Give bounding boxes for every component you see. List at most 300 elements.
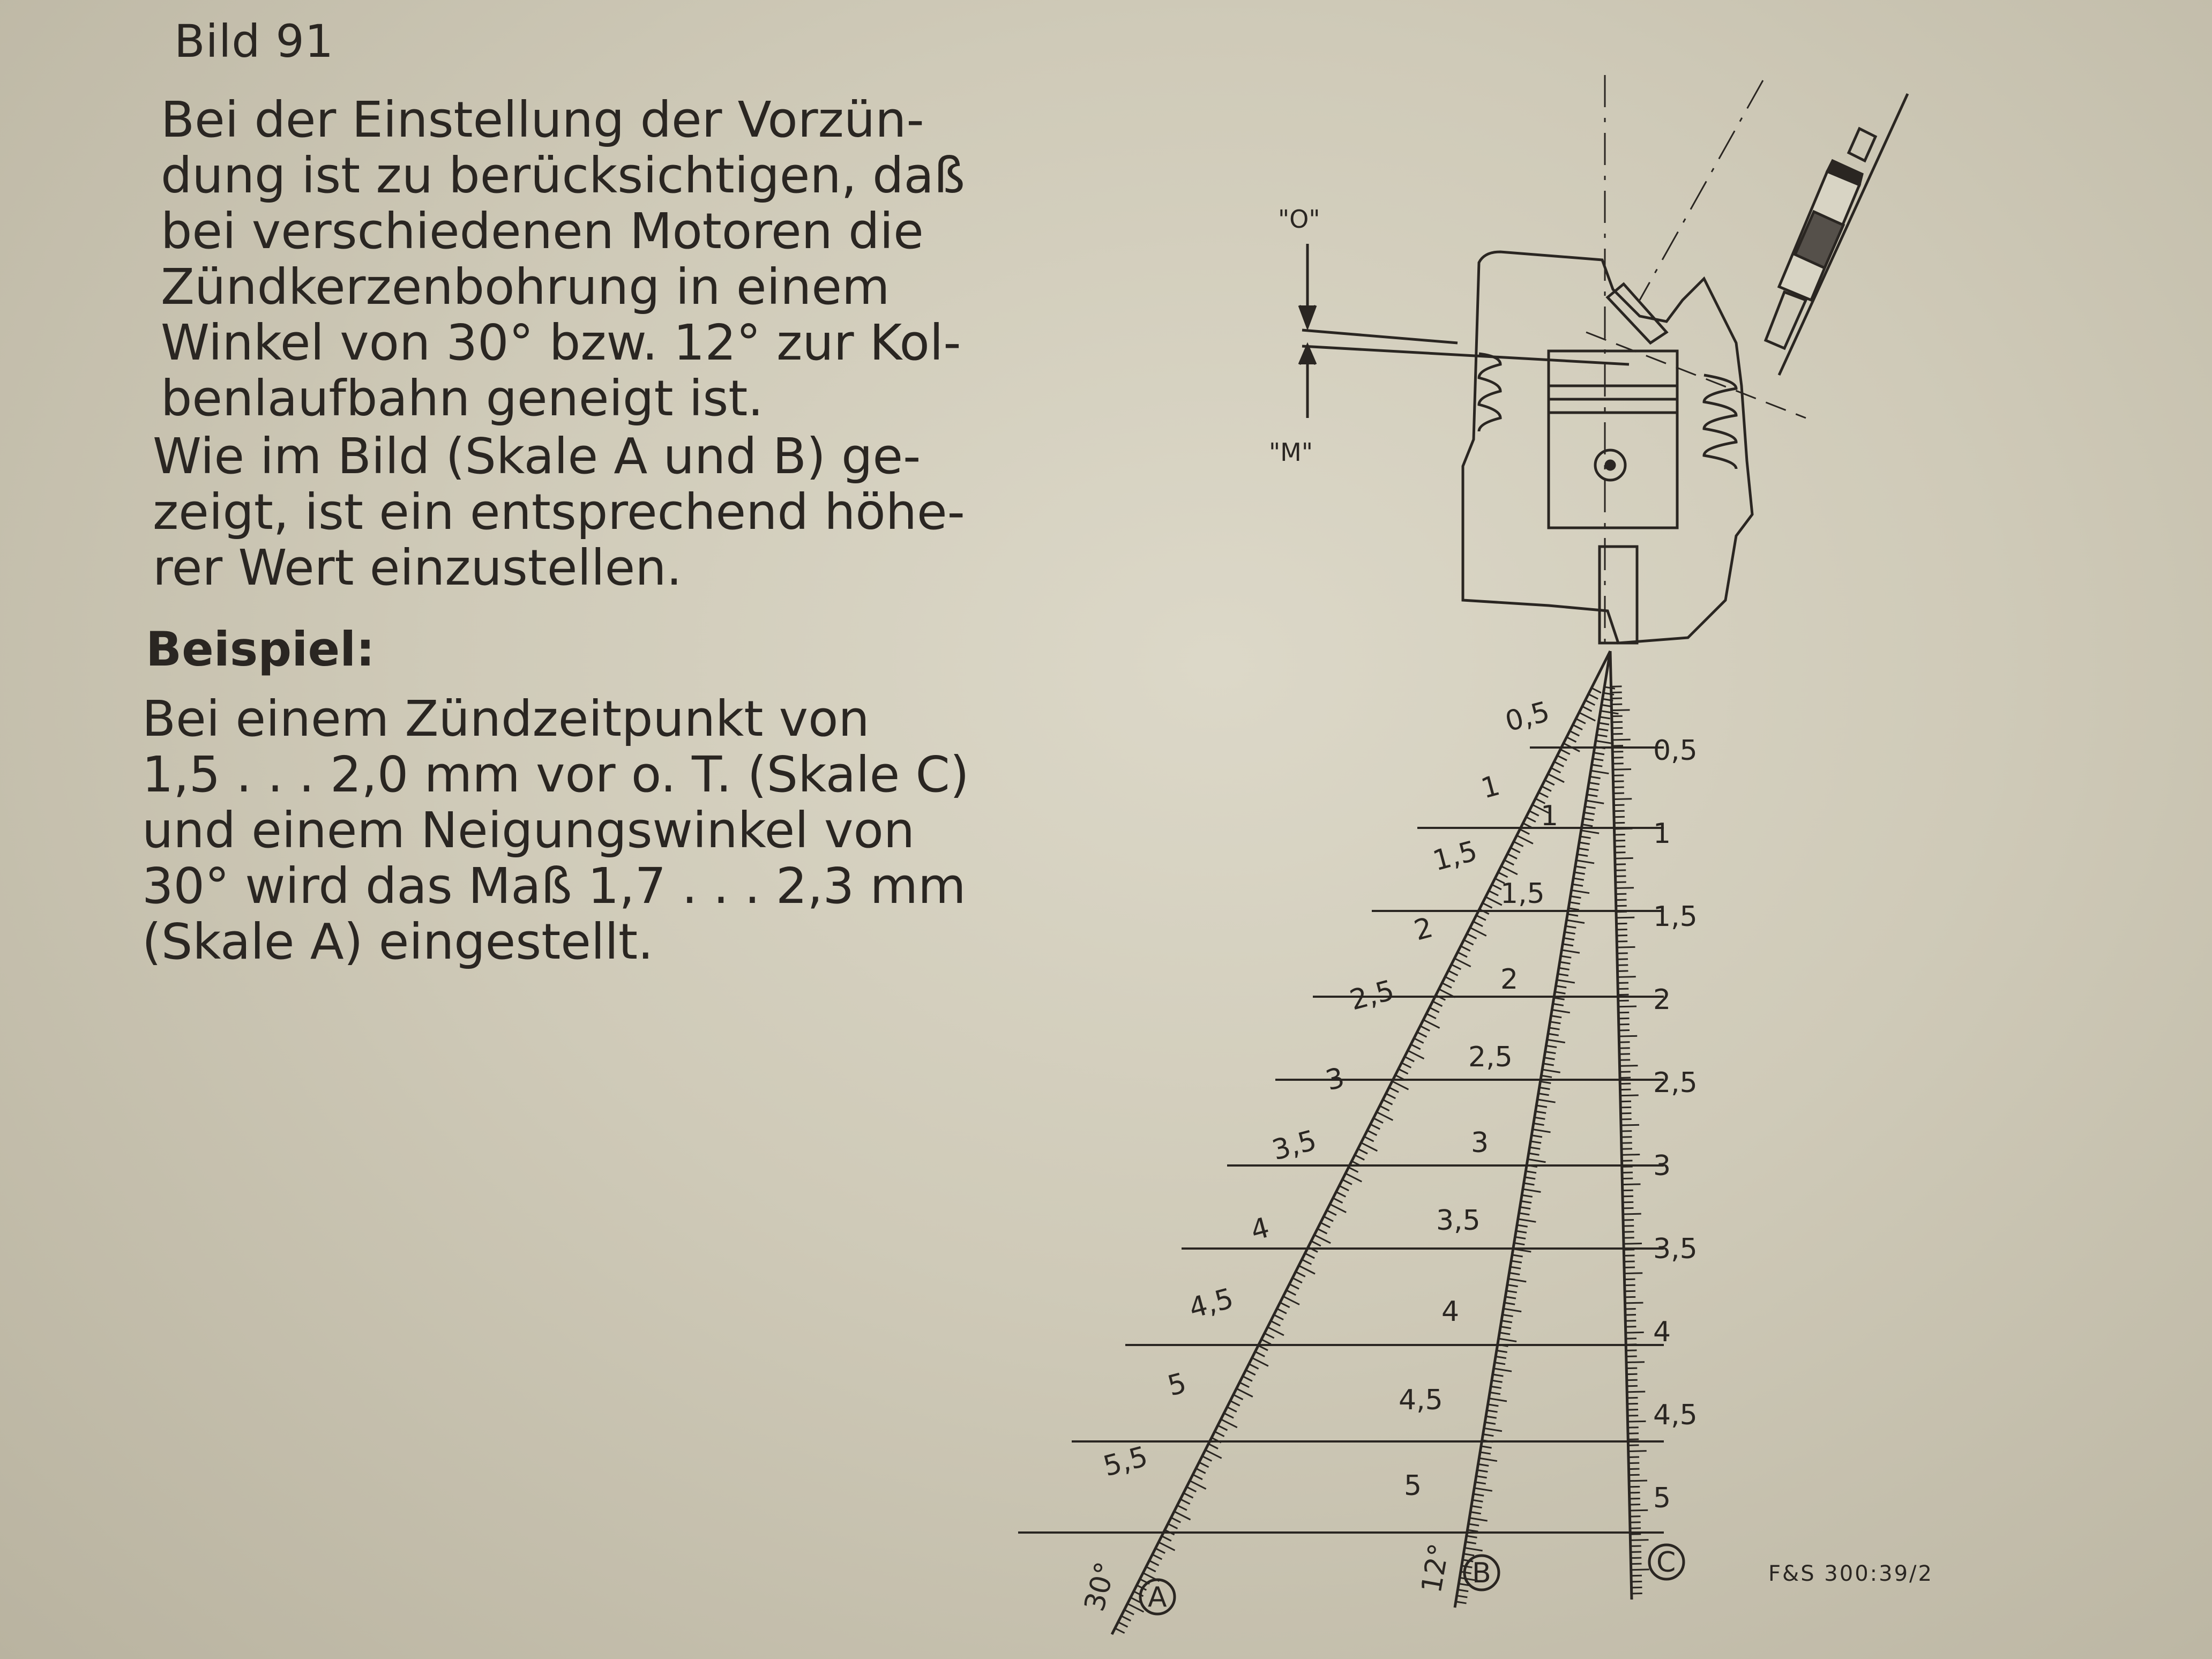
scale-tick: [1500, 1327, 1511, 1328]
scale-tick: [1520, 829, 1529, 834]
scale-tick: [1554, 761, 1564, 766]
scale-tick: [1585, 806, 1596, 808]
scale-tick: [1461, 946, 1470, 951]
text-line: 1,5 . . . 2,0 mm vor o. T. (Skale C): [142, 746, 969, 803]
text-line: bei verschiedenen Motoren die: [161, 203, 924, 260]
scale-tick: [1383, 1100, 1393, 1104]
scale-tick: [1287, 1290, 1296, 1295]
text-line: Zündkerzenbohrung in einem: [161, 258, 890, 316]
scale-tick: [1283, 1296, 1299, 1304]
scale-b-name: B: [1472, 1557, 1491, 1589]
scale-tick: [1560, 750, 1570, 754]
scale-tick: [1541, 1075, 1552, 1077]
scale-tick: [1631, 1540, 1649, 1541]
scale-tick: [1501, 866, 1518, 874]
scale-a-name: A: [1148, 1581, 1167, 1613]
scale-tick: [1594, 753, 1604, 754]
scale-tick: [1559, 968, 1570, 969]
scale-tick: [1558, 974, 1568, 975]
scale-tick: [1155, 1548, 1165, 1553]
text-line: Bei einem Zündzeitpunkt von: [142, 690, 870, 748]
label-zero-mark: "O": [1278, 205, 1320, 234]
scale-tick: [1572, 890, 1590, 893]
scale-tick: [1426, 1014, 1436, 1019]
scale-tick: [1576, 719, 1586, 723]
scale-c-tick-label: 3,5: [1653, 1233, 1698, 1265]
scale-tick: [1550, 1022, 1561, 1023]
scale-tick: [1339, 1186, 1349, 1191]
scale-tick: [1543, 1064, 1554, 1065]
scale-tick: [1471, 1506, 1482, 1507]
scale-tick: [1358, 1149, 1367, 1154]
scale-tick: [1516, 1231, 1527, 1232]
scale-tick: [1190, 1481, 1206, 1489]
piston-top-line: [1586, 332, 1806, 418]
scale-tick: [1586, 700, 1595, 705]
scale-tick: [1470, 928, 1486, 936]
scale-tick: [1115, 1628, 1125, 1633]
scale-tick: [1193, 1475, 1202, 1479]
scale-c-tick-label: 4,5: [1653, 1399, 1698, 1431]
scale-tick: [1498, 872, 1508, 877]
scale-tick: [1556, 986, 1567, 988]
scale-c-tick-label: 0,5: [1653, 735, 1698, 767]
scale-b-tick-label: 4: [1441, 1296, 1460, 1328]
text-line: Winkel von 30° bzw. 12° zur Kol-: [161, 314, 961, 371]
scale-tick: [1131, 1597, 1140, 1602]
scale-tick: [1623, 1184, 1641, 1185]
nomogram-scales: [1018, 651, 1664, 1634]
scale-tick: [1320, 1223, 1330, 1228]
scale-b-angle: 12°: [1415, 1541, 1456, 1596]
scale-tick: [1545, 1051, 1556, 1053]
scale-tick: [1499, 1339, 1517, 1341]
scale-tick: [1457, 1596, 1468, 1597]
scale-tick: [1497, 1350, 1507, 1352]
scale-a-angle: 30°: [1078, 1558, 1123, 1615]
scale-b-tick-label: 2,5: [1468, 1041, 1513, 1073]
scale-tick: [1557, 756, 1567, 760]
scale-tick: [1505, 1297, 1516, 1298]
scale-c-tick-label: 2,5: [1653, 1067, 1698, 1099]
scale-tick: [1524, 1183, 1535, 1185]
scale-tick: [1302, 1259, 1312, 1264]
engine-cylinder-drawing: [1463, 252, 1752, 643]
scale-tick: [1507, 1285, 1518, 1287]
scale-tick: [1466, 1542, 1476, 1543]
scale-tick: [1549, 1028, 1560, 1029]
scale-tick: [1346, 1174, 1362, 1182]
scale-tick: [1481, 1446, 1492, 1448]
scale-a-tick-label: 0,5: [1501, 696, 1553, 738]
scale-tick: [1118, 1622, 1128, 1627]
scale-tick: [1504, 860, 1514, 865]
scale-tick: [1504, 1303, 1515, 1304]
scale-tick: [1258, 1346, 1268, 1350]
scale-tick: [1551, 768, 1561, 773]
text-line: (Skale A) eingestellt.: [142, 913, 654, 970]
scale-tick: [1392, 1081, 1408, 1089]
scale-b-tick-label: 4,5: [1399, 1384, 1443, 1416]
scale-tick: [1618, 1006, 1636, 1007]
scale-tick: [1468, 1524, 1479, 1526]
scale-tick: [1289, 1284, 1299, 1289]
scale-tick: [1521, 1201, 1531, 1202]
scale-tick: [1187, 1487, 1197, 1492]
scale-tick: [1484, 1428, 1502, 1431]
gauge-tool-drawing: [1766, 94, 1908, 375]
scale-tick: [1162, 1536, 1171, 1541]
scale-tick: [1507, 854, 1517, 858]
scale-a-tick-label: 1: [1477, 769, 1504, 805]
scale-tick: [1598, 723, 1609, 724]
scale-tick: [1149, 1560, 1159, 1565]
scale-tick: [1367, 1131, 1377, 1135]
scale-tick: [1546, 1045, 1557, 1047]
scale-tick: [1555, 992, 1566, 993]
scale-tick: [1511, 1261, 1522, 1262]
scale-tick: [1531, 1135, 1542, 1137]
scale-tick: [1547, 1040, 1565, 1042]
scale-tick: [1579, 842, 1590, 844]
scale-tick: [1442, 983, 1452, 988]
scale-tick: [1554, 998, 1565, 999]
scale-tick: [1433, 1002, 1443, 1006]
scale-tick: [1296, 1272, 1305, 1276]
scale-tick: [1408, 1050, 1424, 1058]
figure-label: Bild 91: [174, 15, 334, 68]
scale-tick: [1492, 1380, 1503, 1382]
scale-tick: [1489, 1399, 1507, 1401]
scale-tick: [1491, 1386, 1501, 1388]
scale-tick: [1255, 1351, 1265, 1356]
scale-tick: [1464, 940, 1474, 945]
scale-tick: [1404, 1057, 1414, 1062]
catalog-code: F&S 300:39/2: [1768, 1561, 1933, 1586]
scale-tick: [1146, 1567, 1156, 1572]
scale-tick: [1489, 891, 1498, 895]
scale-tick: [1494, 1369, 1512, 1371]
scale-c-tick-label: 1: [1653, 818, 1671, 850]
scale-tick: [1518, 1219, 1536, 1222]
scale-tick: [1458, 952, 1467, 957]
scale-tick: [1480, 1452, 1491, 1454]
scale-tick: [1626, 1332, 1644, 1333]
scale-tick: [1488, 1404, 1499, 1406]
scale-tick: [1534, 1123, 1544, 1125]
scale-tick: [1234, 1395, 1243, 1400]
scale-tick: [1525, 1177, 1536, 1179]
scale-tick: [1553, 1004, 1564, 1005]
scale-tick-labels: [1100, 696, 1698, 1514]
scale-tick: [1530, 1141, 1541, 1143]
scale-tick: [1520, 1207, 1530, 1209]
scale-b-tick-label: 3,5: [1436, 1205, 1481, 1237]
scale-tick: [1504, 1309, 1522, 1311]
scale-tick: [1548, 1034, 1559, 1035]
scale-tick: [1592, 765, 1603, 766]
scale-tick: [1581, 831, 1600, 833]
scale-tick: [1299, 1266, 1315, 1274]
text-line: dung ist zu berücksichtigen, daß: [161, 147, 965, 204]
scale-tick: [1159, 1542, 1175, 1550]
plug-axis: [1640, 80, 1763, 300]
scale-tick: [1510, 1267, 1521, 1268]
scale-tick: [1373, 1118, 1383, 1123]
scale-tick: [1336, 1192, 1346, 1197]
scale-tick: [1548, 774, 1564, 782]
scale-tick: [1552, 1010, 1570, 1012]
scale-tick: [1577, 854, 1588, 856]
scale-tick: [1215, 1432, 1224, 1437]
scale-tick: [1517, 1225, 1528, 1227]
scale-tick: [1496, 1356, 1506, 1358]
scale-tick: [1571, 896, 1581, 898]
scale-tick: [1528, 1159, 1546, 1162]
scale-tick: [1386, 1094, 1396, 1098]
scale-tick: [1517, 835, 1533, 843]
scale-tick: [1277, 1309, 1287, 1313]
scale-tick: [1538, 1094, 1549, 1095]
scale-tick: [1612, 710, 1630, 711]
scale-tick: [1628, 1421, 1646, 1422]
scale-tick: [1271, 1321, 1280, 1326]
scale-c-tick-label: 4: [1653, 1316, 1671, 1348]
scale-tick: [1171, 1518, 1180, 1522]
scale-tick: [1342, 1179, 1352, 1184]
scale-tick: [1566, 920, 1585, 923]
scale-tick: [1399, 1069, 1408, 1074]
scale-tick: [1330, 1204, 1346, 1212]
scale-tick: [1153, 1555, 1162, 1559]
scale-a-tick-label: 4,5: [1185, 1282, 1237, 1325]
scale-tick: [1612, 739, 1631, 740]
scale-tick: [1624, 1273, 1642, 1274]
text-line: 30° wird das Maß 1,7 . . . 2,3 mm: [142, 857, 966, 915]
scale-tick: [1349, 1167, 1358, 1172]
scale-tick: [1467, 1536, 1477, 1537]
scale-tick: [1578, 848, 1589, 850]
scale-tick: [1230, 1401, 1240, 1406]
scale-tick: [1361, 1143, 1377, 1151]
scale-tick: [1600, 717, 1610, 719]
scale-tick: [1579, 713, 1595, 721]
scale-tick: [1535, 1117, 1545, 1119]
scale-a-tick-label: 5: [1164, 1367, 1190, 1403]
scale-tick: [1526, 1171, 1536, 1173]
scale-tick: [1370, 1124, 1380, 1129]
scale-tick: [1535, 1111, 1546, 1113]
scale-tick: [1180, 1499, 1190, 1504]
scale-tick: [1479, 1458, 1497, 1461]
scale-tick: [1597, 729, 1608, 730]
scale-tick: [1464, 1548, 1483, 1550]
scale-tick: [1177, 1505, 1187, 1510]
scale-c-tick-label: 5: [1653, 1482, 1671, 1514]
scale-tick: [1475, 1482, 1486, 1484]
scale-tick: [1519, 1213, 1530, 1215]
scale-tick: [1477, 1470, 1488, 1471]
scale-b-tick-label: 1,5: [1500, 878, 1545, 910]
scale-tick: [1570, 731, 1579, 736]
scale-tick: [1514, 842, 1523, 847]
scale-c-tick-label: 1,5: [1653, 901, 1698, 933]
scale-tick: [1512, 1255, 1523, 1257]
scale-tick: [1168, 1524, 1178, 1529]
label-measure-mark: "M": [1269, 438, 1313, 467]
scale-b-tick-label: 1: [1541, 800, 1559, 832]
scale-tick: [1483, 1434, 1494, 1436]
scale-a-tick-label: 3: [1322, 1062, 1348, 1097]
scale-tick: [1545, 780, 1555, 785]
scale-tick: [1485, 1422, 1496, 1424]
scale-tick: [1124, 1610, 1134, 1615]
scale-tick: [1587, 795, 1598, 796]
scale-tick: [1542, 786, 1551, 791]
scale-tick: [1174, 1512, 1190, 1520]
scale-tick: [1469, 1518, 1488, 1521]
scale-tick: [1292, 1278, 1302, 1283]
scale-tick: [1566, 926, 1576, 928]
scale-tick: [1568, 908, 1579, 910]
scale-tick: [1430, 1007, 1439, 1012]
scale-tick: [1561, 956, 1572, 958]
scale-tick: [1574, 872, 1585, 874]
scale-tick: [1478, 1464, 1489, 1466]
scale-tick: [1389, 1087, 1399, 1092]
scale-tick: [1582, 825, 1593, 826]
scale-tick: [1593, 759, 1603, 760]
scale-a-tick-label: 2,5: [1346, 974, 1398, 1017]
scale-tick: [1456, 1602, 1467, 1603]
scale-tick: [1208, 1444, 1218, 1448]
scale-tick: [1523, 1189, 1541, 1192]
scale-tick: [1494, 1363, 1505, 1364]
scale-tick: [1515, 1237, 1526, 1238]
scale-tick: [1314, 1235, 1331, 1243]
scale-tick: [1628, 1451, 1647, 1452]
scale-tick: [1280, 1303, 1290, 1307]
scale-tick: [1538, 793, 1548, 797]
scale-tick: [1420, 1026, 1430, 1031]
scale-tick: [1586, 801, 1604, 803]
scale-tick: [1573, 878, 1584, 880]
scale-tick: [1582, 706, 1592, 711]
scale-tick: [1529, 811, 1539, 816]
scale-tick: [1537, 1100, 1556, 1102]
scale-tick: [1486, 897, 1502, 905]
scale-tick: [1243, 1376, 1252, 1381]
scale-tick: [1473, 922, 1483, 926]
scale-tick: [1501, 1321, 1512, 1322]
scale-tick: [1567, 737, 1576, 742]
scale-tick: [1526, 817, 1536, 822]
text-line: Bei der Einstellung der Vorzün-: [161, 91, 924, 148]
scale-a-tick-label: 2: [1410, 911, 1437, 947]
scale-tick: [1452, 965, 1461, 969]
scale-tick: [1511, 848, 1520, 853]
scale-tick: [1572, 884, 1583, 886]
scale-tick: [1246, 1370, 1256, 1375]
scale-a-tick-label: 5,5: [1100, 1440, 1152, 1483]
scale-tick: [1355, 1155, 1364, 1160]
scale-tick: [1402, 1063, 1411, 1067]
scale-tick: [1221, 1419, 1237, 1428]
scale-b-tick-label: 5: [1404, 1470, 1422, 1502]
scale-tick: [1196, 1468, 1206, 1473]
scale-tick: [1575, 866, 1586, 868]
scale-a-tick-label: 3,5: [1268, 1124, 1320, 1167]
scale-tick: [1239, 1382, 1249, 1387]
scale-tick: [1473, 1500, 1483, 1501]
scale-tick: [1588, 789, 1598, 790]
scale-tick: [1237, 1388, 1253, 1396]
scale-tick: [1224, 1413, 1234, 1418]
scale-tick: [1626, 1362, 1645, 1363]
scale-tick: [1591, 771, 1609, 773]
scale-tick: [1583, 818, 1594, 820]
scale-tick: [1542, 1070, 1560, 1072]
scale-tick: [1601, 711, 1619, 714]
scale-tick: [1305, 1253, 1314, 1258]
scale-tick: [1202, 1456, 1212, 1461]
scale-tick: [1470, 1512, 1481, 1514]
scale-tick: [1514, 1243, 1525, 1244]
scale-tick: [1620, 1095, 1639, 1096]
scale-a-tick-label: 4: [1247, 1212, 1273, 1247]
scale-tick: [1508, 1279, 1527, 1281]
scale-tick: [1503, 1314, 1513, 1316]
scale-c-name: C: [1656, 1546, 1676, 1579]
scale-tick: [1561, 950, 1580, 953]
scale-tick: [1218, 1425, 1228, 1430]
scale-tick: [1591, 688, 1601, 693]
scale-tick: [1311, 1241, 1321, 1246]
scale-tick: [1573, 725, 1582, 730]
scale-b-tick-label: 2: [1500, 963, 1519, 996]
scale-tick: [1588, 694, 1598, 699]
scale-tick: [1506, 1291, 1517, 1292]
scale-tick: [1509, 1273, 1520, 1274]
scale-tick: [1252, 1358, 1268, 1366]
scale-tick: [1533, 1130, 1551, 1132]
scale-tick: [1490, 1392, 1500, 1394]
scale-tick: [1445, 977, 1455, 982]
scale-tick: [1597, 735, 1608, 736]
scale-tick: [1486, 1416, 1497, 1418]
scale-tick: [1327, 1210, 1336, 1215]
scale-tick: [1589, 782, 1600, 784]
scale-tick: [1560, 962, 1571, 963]
scale-tick: [1557, 980, 1575, 983]
scale-tick: [1411, 1044, 1421, 1049]
scale-tick: [1564, 938, 1574, 940]
scale-tick: [1630, 1510, 1648, 1511]
scale-tick: [1364, 1137, 1374, 1141]
scale-tick: [1522, 1195, 1533, 1197]
scale-tick: [1544, 1058, 1555, 1059]
scale-tick: [1448, 970, 1458, 975]
scale-tick: [1414, 1038, 1424, 1043]
scale-tick: [1565, 932, 1575, 933]
scale-c-tick-label: 3: [1653, 1150, 1671, 1182]
scale-tick: [1318, 1229, 1327, 1234]
scale-tick: [1463, 1554, 1474, 1556]
scale-tick: [1121, 1616, 1131, 1621]
scale-tick: [1184, 1493, 1193, 1498]
scale-tick: [1551, 1016, 1561, 1018]
scale-tick: [1333, 1198, 1343, 1203]
